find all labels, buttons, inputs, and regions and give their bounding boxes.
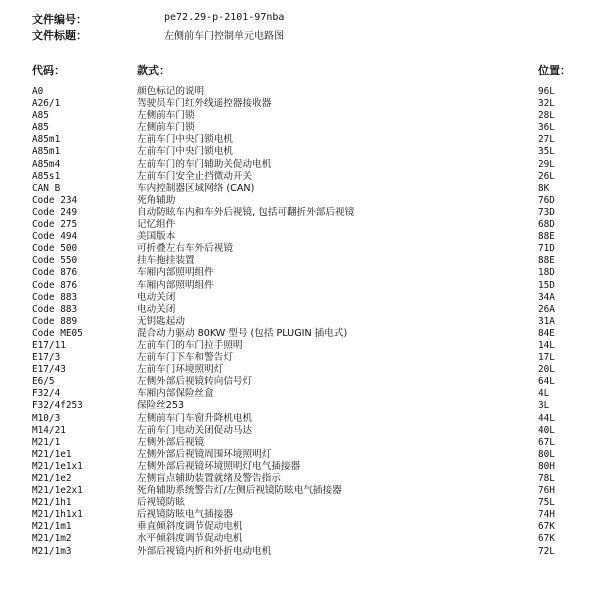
component-position: 88E [538, 255, 555, 267]
component-description: 水平倾斜度调节促动电机 [137, 533, 243, 545]
component-description: 左前车门电动关闭促动马达 [137, 424, 253, 436]
component-description: 左前车门中央门锁电机 [137, 146, 233, 158]
component-description: 无钥匙起动 [137, 315, 185, 327]
component-code: A85m4 [32, 158, 61, 170]
component-position: 76H [538, 485, 555, 497]
component-description: 混合动力驱动 80KW 型号 (包括 PLUGIN 插电式) [137, 327, 348, 339]
component-description: 左前车门的车门拉手照明 [137, 339, 243, 351]
column-header-position: 位置： [538, 64, 571, 77]
component-position: 75L [538, 497, 555, 509]
component-description: 左前车门下车和警告灯 [137, 352, 233, 364]
component-code: A85m1 [32, 146, 61, 158]
component-position: 26L [538, 170, 555, 182]
component-code: Code 500 [32, 243, 78, 255]
list-item [0, 207, 606, 219]
component-code: F32/4 [32, 388, 61, 400]
component-position: 15D [538, 279, 555, 291]
list-item [0, 304, 606, 316]
list-item [0, 376, 606, 388]
list-item [0, 546, 606, 558]
component-position: 29L [538, 158, 555, 170]
list-item [0, 473, 606, 485]
list-item [0, 243, 606, 255]
component-code: M21/1h1x1 [32, 509, 83, 521]
component-code: A85 [32, 110, 49, 122]
list-item [0, 267, 606, 279]
component-description: 车厢内部照明组件 [137, 267, 214, 279]
component-position: 78L [538, 473, 555, 484]
component-code: M21/1m2 [32, 533, 72, 545]
component-code: M14/21 [32, 424, 66, 436]
list-item [0, 86, 606, 98]
component-position: 20L [538, 364, 555, 376]
component-description: 垂直倾斜度调节促动电机 [137, 521, 243, 533]
component-description: 后视镜防眩电气插接器 [137, 509, 233, 521]
list-item [0, 509, 606, 521]
list-item [0, 280, 606, 292]
component-code: Code ME05 [32, 327, 83, 339]
component-code: F32/4f253 [32, 400, 83, 412]
component-position: 71D [538, 243, 555, 255]
component-code: M21/1e2x1 [32, 485, 83, 497]
component-code: A85s1 [32, 170, 61, 182]
column-header-description: 款式： [137, 64, 170, 77]
component-position: 4L [538, 388, 550, 400]
doc-number-value: pe72.29-p-2101-97nba [164, 12, 285, 23]
list-item [0, 231, 606, 243]
component-description: 左前车门环境照明灯 [137, 364, 224, 376]
component-description: 电动关闭 [137, 291, 176, 303]
component-code: CAN B [32, 182, 61, 194]
component-description: 左侧外部后视镜转向信号灯 [137, 376, 253, 388]
component-description: 死角辅助 [137, 194, 176, 206]
component-position: 84E [538, 327, 555, 339]
component-code: M21/1e1x1 [32, 460, 83, 472]
component-description: 左侧外部后视镜周围环境照明灯 [137, 448, 272, 460]
component-code: Code 876 [32, 279, 78, 291]
component-code: M21/1 [32, 436, 61, 448]
doc-title-label: 文件标题： [32, 29, 87, 42]
list-item [0, 159, 606, 171]
component-description: 车内控制器区域网络 (CAN) [137, 182, 255, 194]
component-position: 68D [538, 219, 555, 231]
list-item [0, 521, 606, 533]
component-code: M21/1h1 [32, 497, 72, 509]
component-position: 76D [538, 194, 555, 206]
component-position: 88E [538, 231, 555, 243]
list-item [0, 328, 606, 340]
component-position: 67L [538, 436, 555, 448]
list-item [0, 352, 606, 364]
component-position: 26A [538, 303, 555, 315]
component-position: 80H [538, 460, 555, 472]
component-description: 美国版本 [137, 231, 176, 243]
component-description: 可折叠左右车外后视镜 [137, 243, 233, 255]
list-item [0, 485, 606, 497]
list-item [0, 98, 606, 110]
component-description: 左侧外部后视镜环境照明灯电气插接器 [137, 460, 301, 472]
component-position: 35L [538, 146, 555, 158]
component-description: 左侧前车门车窗升降机电机 [137, 412, 253, 424]
component-position: 3L [538, 400, 550, 412]
list-item [0, 340, 606, 352]
component-position: 31A [538, 315, 555, 327]
component-description: 自动防眩车内和车外后视镜, 包括可翻折外部后视镜 [137, 206, 355, 218]
component-description: 左侧外部后视镜 [137, 436, 205, 448]
list-item [0, 413, 606, 425]
component-description: 左侧前车门锁 [137, 110, 195, 122]
component-description: 记忆组件 [137, 219, 176, 231]
list-item [0, 134, 606, 146]
component-position: 27L [538, 134, 555, 146]
list-item [0, 461, 606, 473]
list-item [0, 195, 606, 207]
component-code: M21/1e1 [32, 448, 72, 460]
list-item [0, 425, 606, 437]
component-description: 左前车门安全止挡微动开关 [137, 170, 253, 182]
component-position: 32L [538, 98, 555, 110]
component-position: 67K [538, 533, 555, 545]
list-item [0, 183, 606, 195]
component-position: 67K [538, 521, 555, 533]
component-code: Code 494 [32, 231, 78, 243]
component-code: E6/5 [32, 376, 55, 388]
list-item [0, 364, 606, 376]
doc-title-value: 左侧前车门控制单元电路图 [164, 31, 284, 42]
doc-number-label: 文件编号： [32, 13, 87, 26]
component-position: 8K [538, 182, 550, 194]
component-position: 18D [538, 267, 555, 279]
list-item [0, 110, 606, 122]
component-code: Code 249 [32, 206, 78, 218]
component-code: M21/1e2 [32, 473, 72, 484]
component-code: M21/1m3 [32, 545, 72, 557]
column-header-code: 代码： [32, 64, 65, 77]
component-description: 左前车门中央门锁电机 [137, 134, 233, 146]
list-item [0, 437, 606, 449]
component-code: A85 [32, 122, 49, 134]
component-code: Code 550 [32, 255, 78, 267]
component-position: 96L [538, 86, 555, 97]
component-list [0, 86, 606, 558]
component-code: A0 [32, 86, 44, 97]
list-item [0, 219, 606, 231]
component-description: 左侧前车门锁 [137, 122, 195, 134]
component-position: 73D [538, 206, 555, 218]
component-description: 挂车拖挂装置 [137, 255, 195, 267]
component-description: 左侧盲点辅助装置就绪及警告指示 [137, 473, 281, 484]
component-position: 17L [538, 352, 555, 364]
component-description: 颜色标记的说明 [137, 86, 205, 97]
list-item [0, 533, 606, 545]
component-code: Code 889 [32, 315, 78, 327]
component-description: 左前车门的车门辅助关促动电机 [137, 158, 272, 170]
component-position: 80L [538, 448, 555, 460]
component-code: Code 234 [32, 194, 78, 206]
list-item [0, 171, 606, 183]
component-code: E17/43 [32, 364, 66, 376]
component-description: 驾驶员车门红外线遥控器接收器 [137, 98, 272, 110]
component-code: A85m1 [32, 134, 61, 146]
component-description: 保险丝253 [137, 400, 185, 412]
component-code: Code 883 [32, 303, 78, 315]
component-description: 后视镜防眩 [137, 497, 185, 509]
component-code: E17/11 [32, 339, 66, 351]
component-position: 36L [538, 122, 555, 134]
list-item [0, 122, 606, 134]
component-position: 44L [538, 412, 555, 424]
list-item [0, 400, 606, 412]
list-item [0, 255, 606, 267]
component-code: M21/1m1 [32, 521, 72, 533]
component-code: A26/1 [32, 98, 61, 110]
list-item [0, 292, 606, 304]
component-description: 车厢内部保险丝盒 [137, 388, 214, 400]
component-code: E17/3 [32, 352, 61, 364]
component-code: Code 876 [32, 267, 78, 279]
list-item [0, 388, 606, 400]
component-code: M10/3 [32, 412, 61, 424]
component-description: 外部后视镜内折和外折电动电机 [137, 545, 272, 557]
component-position: 64L [538, 376, 555, 388]
component-code: Code 883 [32, 291, 78, 303]
component-description: 电动关闭 [137, 303, 176, 315]
list-item [0, 146, 606, 158]
list-item [0, 449, 606, 461]
component-description: 死角辅助系统警告灯/左侧后视镜防眩电气插接器 [137, 485, 342, 497]
component-code: Code 275 [32, 219, 78, 231]
component-position: 34A [538, 291, 555, 303]
component-position: 14L [538, 339, 555, 351]
component-position: 74H [538, 509, 555, 521]
list-item [0, 316, 606, 328]
component-position: 28L [538, 110, 555, 122]
list-item [0, 497, 606, 509]
component-position: 40L [538, 424, 555, 436]
component-position: 72L [538, 545, 555, 557]
component-description: 车厢内部照明组件 [137, 279, 214, 291]
